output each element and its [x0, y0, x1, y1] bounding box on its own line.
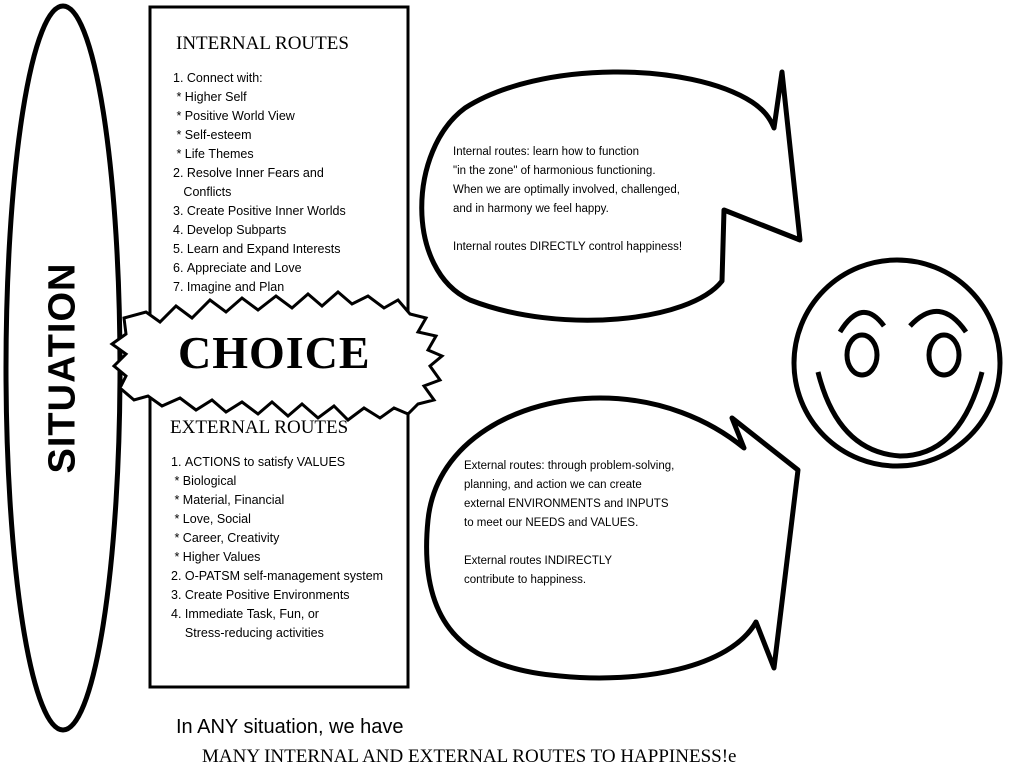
footer-line-1: In ANY situation, we have	[176, 716, 404, 738]
internal-bubble-line: "in the zone" of harmonious functioning.	[453, 165, 656, 177]
internal-bubble-line: When we are optimally involved, challenged,	[453, 184, 680, 196]
external-bubble-line: External routes: through problem-solving,	[464, 460, 675, 472]
smiley-outline	[794, 260, 1000, 466]
internal-bubble-line: and in harmony we feel happy.	[453, 203, 609, 215]
internal-route-item: * Self-esteem	[173, 128, 252, 142]
external-route-item: * Biological	[171, 474, 237, 488]
internal-route-item: * Positive World View	[173, 109, 295, 123]
internal-route-item: 1. Connect with:	[173, 71, 263, 85]
external-bubble-line: planning, and action we can create	[464, 479, 642, 491]
internal-bubble-text	[453, 143, 682, 257]
internal-routes-title: INTERNAL ROUTES	[176, 33, 349, 54]
external-route-item: * Material, Financial	[171, 493, 285, 507]
external-route-item: * Career, Creativity	[171, 531, 280, 545]
external-route-item: 1. ACTIONS to satisfy VALUES	[171, 455, 346, 469]
internal-route-item: 7. Imagine and Plan	[173, 280, 285, 294]
external-route-item: 4. Immediate Task, Fun, or	[171, 607, 319, 621]
external-bubble-line: to meet our NEEDS and VALUES.	[464, 517, 639, 529]
external-route-item: * Higher Values	[171, 550, 261, 564]
external-bubble-text	[464, 457, 674, 590]
external-route-item: 3. Create Positive Environments	[171, 588, 350, 602]
internal-route-item: 5. Learn and Expand Interests	[173, 242, 341, 256]
internal-bubble-line	[453, 219, 682, 238]
external-bubble-line	[464, 533, 674, 552]
internal-route-item: Conflicts	[173, 185, 232, 199]
internal-route-item: 6. Appreciate and Love	[173, 261, 302, 275]
situation-label: SITUATION	[41, 262, 84, 474]
external-route-item: 2. O-PATSM self-management system	[171, 569, 384, 583]
internal-bubble-line: Internal routes: learn how to function	[453, 146, 640, 158]
external-routes-list	[171, 453, 383, 643]
external-routes-title: EXTERNAL ROUTES	[170, 417, 349, 438]
internal-route-item: * Higher Self	[173, 90, 247, 104]
internal-bubble-line: Internal routes DIRECTLY control happiness!	[453, 241, 683, 253]
external-route-item: Stress-reducing activities	[171, 626, 324, 640]
internal-route-item: 3. Create Positive Inner Worlds	[173, 204, 346, 218]
external-bubble-line: external ENVIRONMENTS and INPUTS	[464, 498, 669, 510]
choice-label: CHOICE	[178, 327, 371, 378]
external-bubble-line: External routes INDIRECTLY	[464, 555, 613, 567]
internal-route-item: 4. Develop Subparts	[173, 223, 287, 237]
external-bubble-line: contribute to happiness.	[464, 574, 587, 586]
footer-line-2: MANY INTERNAL AND EXTERNAL ROUTES TO HAPPINESS!e	[202, 746, 737, 767]
internal-route-item: * Life Themes	[173, 147, 254, 161]
external-route-item: * Love, Social	[171, 512, 251, 526]
internal-route-item: 2. Resolve Inner Fears and	[173, 166, 324, 180]
internal-routes-list	[173, 69, 346, 297]
smiley-face	[794, 260, 1000, 466]
